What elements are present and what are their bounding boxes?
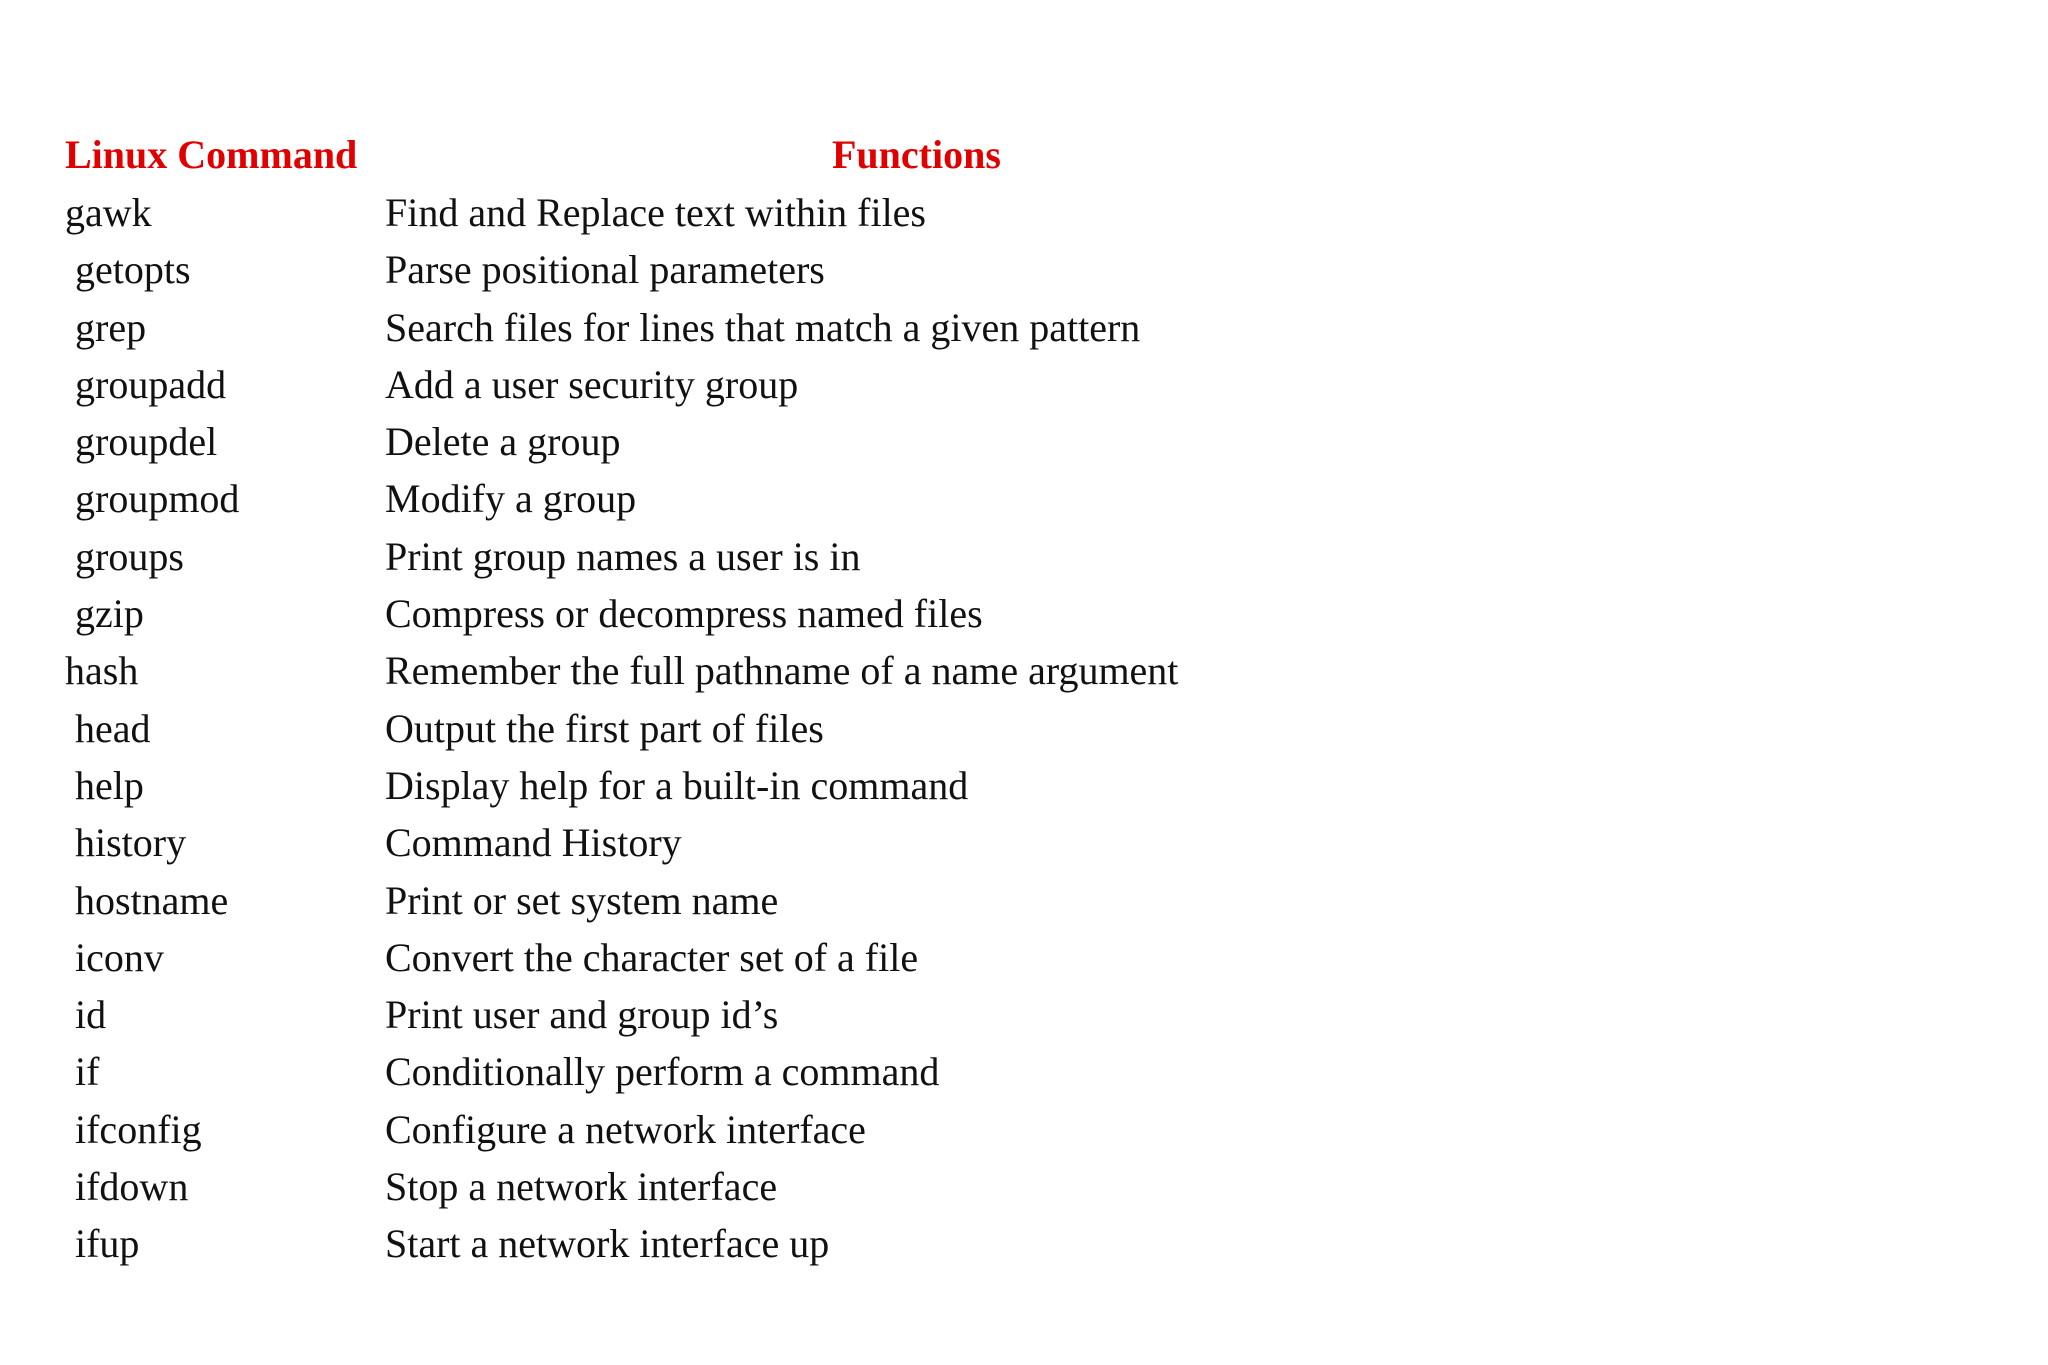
command-function: Print user and group id’s (385, 992, 779, 1038)
command-name: gawk (65, 190, 152, 235)
table-row (0, 1219, 2048, 1276)
table-row (0, 1105, 2048, 1162)
table-row (0, 990, 2048, 1047)
command-function: Parse positional parameters (385, 247, 825, 293)
command-table (0, 188, 2048, 1277)
command-function: Search files for lines that match a given pattern (385, 304, 1141, 350)
command-name: head (75, 705, 151, 751)
command-name: groupdel (75, 419, 218, 465)
table-row (0, 303, 2048, 360)
table-row (0, 818, 2048, 875)
table-row (0, 704, 2048, 761)
table-row (0, 1047, 2048, 1104)
command-name: groupadd (75, 361, 227, 407)
command-name: groups (75, 533, 184, 579)
table-row (0, 876, 2048, 933)
table-header (0, 130, 2048, 180)
command-name: groupmod (75, 476, 240, 522)
table-row (0, 589, 2048, 646)
command-name: history (75, 820, 187, 866)
command-function: Conditionally perform a command (385, 1049, 940, 1095)
command-function: Start a network interface up (385, 1221, 830, 1267)
command-function: Print group names a user is in (385, 533, 861, 579)
command-function: Find and Replace text within files (385, 190, 926, 235)
command-name: gzip (75, 591, 144, 637)
command-name: id (75, 992, 107, 1038)
table-row (0, 1162, 2048, 1219)
command-function: Convert the character set of a file (385, 934, 919, 980)
table-row (0, 646, 2048, 703)
command-function: Configure a network interface (385, 1106, 866, 1152)
command-function: Stop a network interface (385, 1164, 778, 1210)
command-name: getopts (75, 247, 191, 293)
command-name: ifdown (75, 1164, 189, 1210)
command-name: ifconfig (75, 1106, 202, 1152)
table-row (0, 245, 2048, 302)
table-row (0, 933, 2048, 990)
command-function: Modify a group (385, 476, 637, 522)
command-name: iconv (75, 934, 164, 980)
command-function: Command History (385, 820, 682, 866)
table-row (0, 474, 2048, 531)
command-name: help (75, 762, 144, 808)
command-name: if (75, 1049, 100, 1095)
table-row (0, 360, 2048, 417)
command-name: hostname (75, 877, 229, 923)
command-function: Add a user security group (385, 361, 799, 407)
table-row (0, 417, 2048, 474)
command-function: Remember the full pathname of a name argument (385, 648, 1179, 694)
table-row (0, 761, 2048, 818)
command-name: hash (65, 648, 139, 694)
command-function: Print or set system name (385, 877, 779, 923)
table-row (0, 188, 2048, 245)
command-function: Delete a group (385, 419, 621, 465)
command-name: ifup (75, 1221, 140, 1267)
column-header-command: Linux Command (65, 132, 358, 177)
column-header-functions: Functions (832, 132, 1001, 177)
command-name: grep (75, 304, 147, 350)
table-row (0, 532, 2048, 589)
command-function: Output the first part of files (385, 705, 824, 751)
command-function: Compress or decompress named files (385, 591, 983, 637)
command-function: Display help for a built-in command (385, 762, 969, 808)
